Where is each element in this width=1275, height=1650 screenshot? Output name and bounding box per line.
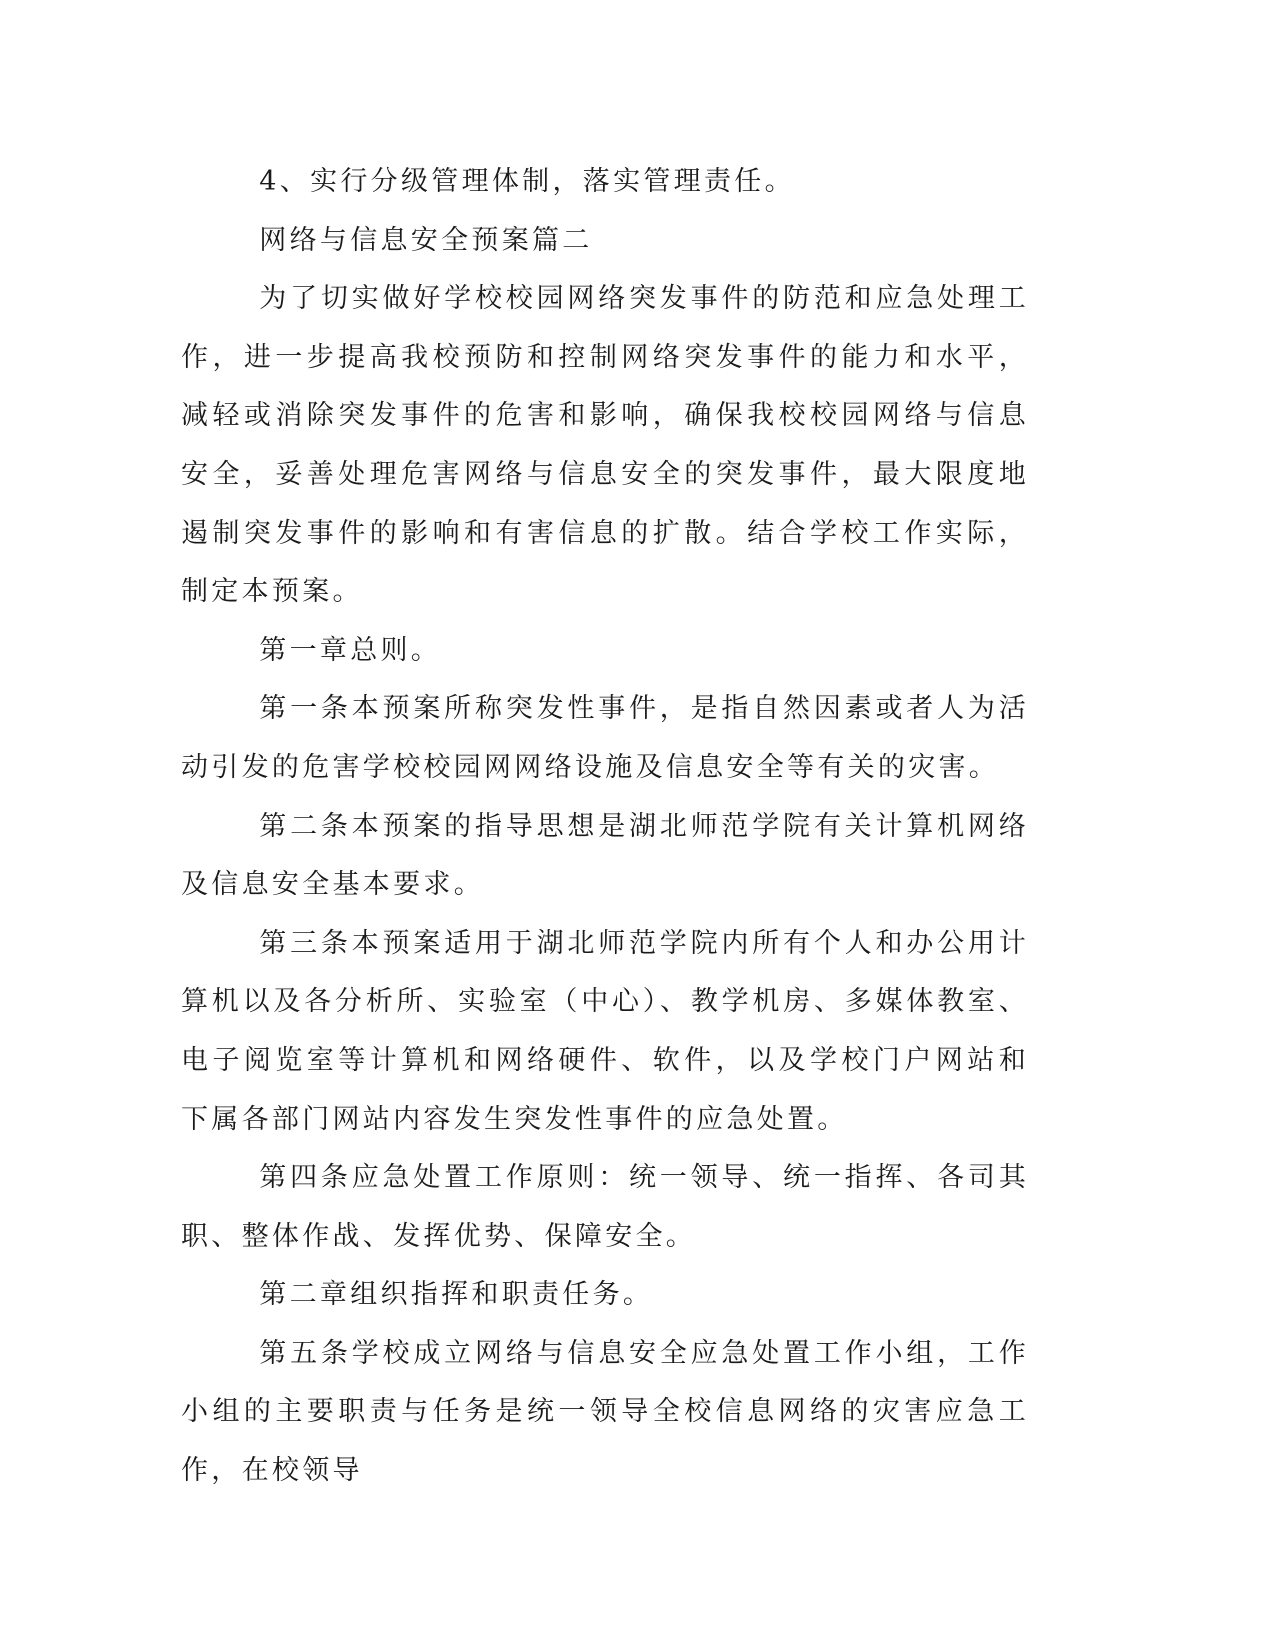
paragraph-purpose: 为了切实做好学校校园网络突发事件的防范和应急处理工作，进一步提高我校预防和控制网络突发事件的能力和水平，减轻或消除突发事件的危害和影响，确保我校校园网络与信息安全，妥善处理危害网络与信息安全的突发事件，最大限度地遏制突发事件的影响和有害信息的扩散。结合学校工作实际，制定本预案。	[181, 283, 1029, 608]
document-page	[181, 153, 1029, 1501]
paragraph-management-responsibility: 4、实行分级管理体制，落实管理责任。	[259, 166, 795, 197]
chapter-one-heading: 第一章总则。	[259, 634, 442, 666]
article-two: 第二条本预案的指导思想是湖北师范学院有关计算机网络及信息安全基本要求。	[181, 810, 1029, 901]
article-five: 第五条学校成立网络与信息安全应急处置工作小组，工作小组的主要职责与任务是统一领导全校信息网络的灾害应急工作，在校领导	[181, 1337, 1029, 1487]
article-four: 第四条应急处置工作原则：统一领导、统一指挥、各司其职、整体作战、发挥优势、保障安全。	[181, 1162, 1029, 1252]
chapter-two-heading: 第二章组织指挥和职责任务。	[259, 1279, 654, 1311]
section-title-plan-two: 网络与信息安全预案篇二	[259, 224, 593, 256]
article-one: 第一条本预案所称突发性事件，是指自然因素或者人为活动引发的危害学校校园网网络设施及信息安全等有关的灾害。	[181, 693, 1029, 783]
article-three: 第三条本预案适用于湖北师范学院内所有个人和办公用计算机以及各分析所、实验室（中心）、教学机房、多媒体教室、电子阅览室等计算机和网络硬件、软件，以及学校门户网站和下属各部门网站内容发生突发性事件的应急处置。	[181, 927, 1029, 1135]
